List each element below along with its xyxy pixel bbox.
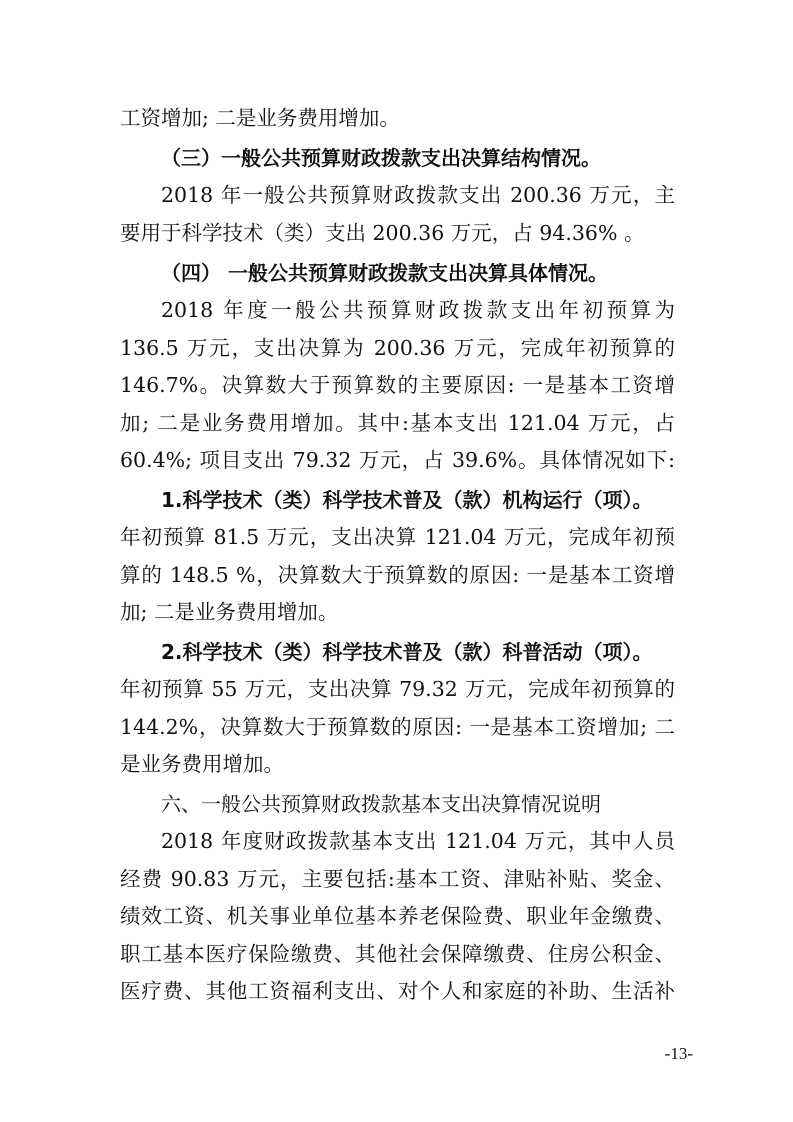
text-line: 是业务费用增加。 [120,752,284,776]
text-line: 60.4%; 项目支出 79.32 万元，占 39.6%。具体情况如下: [120,448,675,472]
section-subheading: 2.科学技术（类）科学技术普及（款）科普活动（项）。 [161,640,653,664]
text-line: 加; 二是业务费用增加。 [120,600,339,624]
section-subheading: （三）一般公共预算财政拨款支出决算结构情况。 [161,146,601,170]
text-line: 2018 年度一般公共预算财政拨款支出年初预算为 [161,298,675,322]
text-line: 144.2%，决算数大于预算数的原因: 一是基本工资增加; 二 [120,715,675,739]
section-subheading: 1.科学技术（类）科学技术普及（款）机构运行（项）。 [161,488,653,512]
section-heading: 六、一般公共预算财政拨款基本支出决算情况说明 [161,792,601,816]
text-line: 加; 二是业务费用增加。其中:基本支出 121.04 万元，占 [120,411,675,435]
text-line: 算的 148.5 %，决算数大于预算数的原因: 一是基本工资增 [120,563,675,587]
text-line: 136.5 万元，支出决算为 200.36 万元，完成年初预算的 [120,336,675,360]
text-line: 医疗费、其他工资福利支出、对个人和家庭的补助、生活补 [120,979,675,1003]
text-line: 经费 90.83 万元，主要包括:基本工资、津贴补贴、奖金、 [120,867,675,891]
text-line: 绩效工资、机关事业单位基本养老保险费、职业年金缴费、 [120,904,675,928]
text-line: 146.7%。决算数大于预算数的主要原因: 一是基本工资增 [120,373,675,397]
text-line: 2018 年度财政拨款基本支出 121.04 万元，其中人员 [161,829,675,853]
text-line: 2018 年一般公共预算财政拨款支出 200.36 万元，主 [161,183,675,207]
text-line: 年初预算 55 万元，支出决算 79.32 万元，完成年初预算的 [120,677,675,701]
text-line: 职工基本医疗保险缴费、其他社会保障缴费、住房公积金、 [120,942,675,966]
page-number: -13- [664,1044,693,1063]
text-line: 年初预算 81.5 万元，支出决算 121.04 万元，完成年初预 [120,525,675,549]
text-line: 要用于科学技术（类）支出 200.36 万元，占 94.36% 。 [120,221,645,245]
text-line: 工资增加; 二是业务费用增加。 [120,106,400,130]
section-subheading: （四） 一般公共预算财政拨款支出决算具体情况。 [161,261,608,285]
